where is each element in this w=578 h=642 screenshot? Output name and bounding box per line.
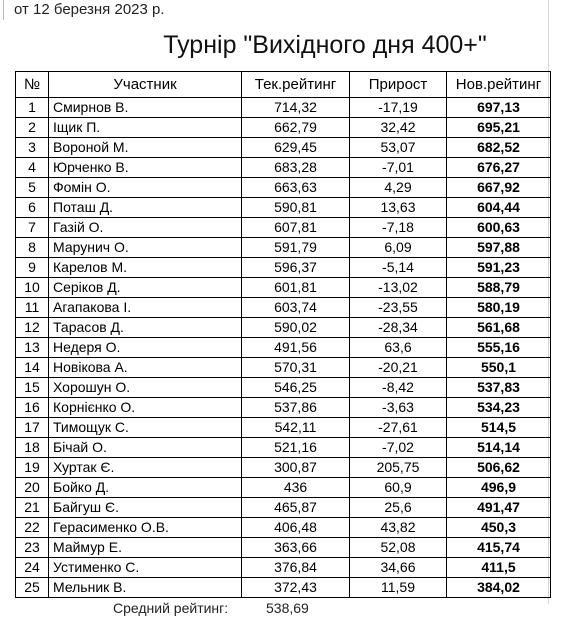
column-header-current-rating: Тек.рейтинг (242, 72, 350, 98)
cell-number: 4 (16, 158, 49, 178)
cell-number: 7 (16, 218, 49, 238)
cell-participant: Смирнов В. (49, 98, 242, 118)
cell-gain: -17,19 (350, 98, 447, 118)
cell-number: 18 (16, 438, 49, 458)
cell-gain: -28,34 (350, 318, 447, 338)
cell-participant: Тарасов Д. (49, 318, 242, 338)
table-row (16, 358, 551, 378)
average-rating-label: Средний рейтинг: (113, 600, 229, 616)
cell-gain: -27,61 (350, 418, 447, 438)
cell-number: 3 (16, 138, 49, 158)
cell-participant: Марунич О. (49, 238, 242, 258)
cell-participant: Мельник В. (49, 578, 242, 598)
cell-number: 24 (16, 558, 49, 578)
cell-gain: 43,82 (350, 518, 447, 538)
cell-gain: 53,07 (350, 138, 447, 158)
cell-gain: 52,08 (350, 538, 447, 558)
cell-current-rating: 372,43 (242, 578, 350, 598)
cell-new-rating: 491,47 (447, 498, 551, 518)
cell-number: 5 (16, 178, 49, 198)
cell-number: 23 (16, 538, 49, 558)
cell-number: 10 (16, 278, 49, 298)
cell-current-rating: 406,48 (242, 518, 350, 538)
cell-new-rating: 534,23 (447, 398, 551, 418)
cell-current-rating: 629,45 (242, 138, 350, 158)
tournament-title: Турнір "Вихідного дня 400+" (163, 31, 487, 59)
cell-participant: Бічай О. (49, 438, 242, 458)
table-row (16, 478, 551, 498)
cell-gain: -7,01 (350, 158, 447, 178)
cell-number: 25 (16, 578, 49, 598)
cell-participant: Новікова А. (49, 358, 242, 378)
cell-gain: -23,55 (350, 298, 447, 318)
cell-new-rating: 676,27 (447, 158, 551, 178)
cell-gain: -7,18 (350, 218, 447, 238)
cell-new-rating: 550,1 (447, 358, 551, 378)
table-row (16, 198, 551, 218)
column-header-participant: Участник (49, 72, 242, 98)
cell-number: 2 (16, 118, 49, 138)
table-row (16, 398, 551, 418)
cell-number: 14 (16, 358, 49, 378)
cell-current-rating: 683,28 (242, 158, 350, 178)
cell-participant: Вороной М. (49, 138, 242, 158)
rating-table (15, 71, 551, 598)
table-row (16, 98, 551, 118)
cell-new-rating: 411,5 (447, 558, 551, 578)
cell-new-rating: 496,9 (447, 478, 551, 498)
cell-gain: -20,21 (350, 358, 447, 378)
cell-gain: -3,63 (350, 398, 447, 418)
table-row (16, 338, 551, 358)
table-row (16, 258, 551, 278)
cell-new-rating: 514,5 (447, 418, 551, 438)
cell-participant: Хуртак Є. (49, 458, 242, 478)
cell-gain: 11,59 (350, 578, 447, 598)
table-row (16, 298, 551, 318)
table-row (16, 238, 551, 258)
cell-new-rating: 588,79 (447, 278, 551, 298)
cell-current-rating: 542,11 (242, 418, 350, 438)
table-row (16, 278, 551, 298)
cell-participant: Бойко Д. (49, 478, 242, 498)
table-row (16, 138, 551, 158)
cell-new-rating: 514,14 (447, 438, 551, 458)
cell-participant: Поташ Д. (49, 198, 242, 218)
cell-participant: Байгуш Є. (49, 498, 242, 518)
cell-number: 13 (16, 338, 49, 358)
table-row (16, 558, 551, 578)
cell-participant: Недеря О. (49, 338, 242, 358)
cell-participant: Карелов М. (49, 258, 242, 278)
cell-current-rating: 521,16 (242, 438, 350, 458)
cell-number: 20 (16, 478, 49, 498)
cell-current-rating: 590,02 (242, 318, 350, 338)
cell-current-rating: 465,87 (242, 498, 350, 518)
table-row (16, 378, 551, 398)
cell-gain: 60,9 (350, 478, 447, 498)
cell-new-rating: 667,92 (447, 178, 551, 198)
cell-new-rating: 597,88 (447, 238, 551, 258)
table-row (16, 158, 551, 178)
cell-participant: Маймур Е. (49, 538, 242, 558)
table-header-row (16, 72, 551, 98)
cell-number: 17 (16, 418, 49, 438)
column-header-new-rating: Нов.рейтинг (447, 72, 551, 98)
cell-current-rating: 601,81 (242, 278, 350, 298)
cell-new-rating: 450,3 (447, 518, 551, 538)
cell-new-rating: 537,83 (447, 378, 551, 398)
table-row (16, 538, 551, 558)
cell-number: 8 (16, 238, 49, 258)
table-row (16, 318, 551, 338)
cell-number: 21 (16, 498, 49, 518)
table-row (16, 118, 551, 138)
table-row (16, 418, 551, 438)
cell-number: 9 (16, 258, 49, 278)
cell-number: 11 (16, 298, 49, 318)
cell-new-rating: 682,52 (447, 138, 551, 158)
table-row (16, 438, 551, 458)
cell-gain: -8,42 (350, 378, 447, 398)
cell-gain: 4,29 (350, 178, 447, 198)
table-row (16, 578, 551, 598)
cell-new-rating: 555,16 (447, 338, 551, 358)
cell-current-rating: 603,74 (242, 298, 350, 318)
cell-new-rating: 695,21 (447, 118, 551, 138)
column-header-gain: Прирост (350, 72, 447, 98)
cell-current-rating: 663,63 (242, 178, 350, 198)
table-row (16, 218, 551, 238)
cell-current-rating: 596,37 (242, 258, 350, 278)
cell-number: 12 (16, 318, 49, 338)
cell-number: 6 (16, 198, 49, 218)
cell-new-rating: 591,23 (447, 258, 551, 278)
cell-current-rating: 300,87 (242, 458, 350, 478)
cell-new-rating: 415,74 (447, 538, 551, 558)
table-row (16, 178, 551, 198)
cell-current-rating: 491,56 (242, 338, 350, 358)
cell-participant: Герасименко О.В. (49, 518, 242, 538)
table-row (16, 498, 551, 518)
cell-new-rating: 580,19 (447, 298, 551, 318)
cell-current-rating: 590,81 (242, 198, 350, 218)
cell-gain: 25,6 (350, 498, 447, 518)
cell-new-rating: 604,44 (447, 198, 551, 218)
cell-new-rating: 697,13 (447, 98, 551, 118)
table-row (16, 458, 551, 478)
cell-new-rating: 561,68 (447, 318, 551, 338)
cell-current-rating: 607,81 (242, 218, 350, 238)
page-edge-left (3, 0, 4, 20)
cell-current-rating: 537,86 (242, 398, 350, 418)
cell-gain: 6,09 (350, 238, 447, 258)
table-row (16, 518, 551, 538)
cell-participant: Тимощук С. (49, 418, 242, 438)
cell-participant: Хорошун О. (49, 378, 242, 398)
cell-gain: -7,02 (350, 438, 447, 458)
cell-new-rating: 384,02 (447, 578, 551, 598)
cell-number: 22 (16, 518, 49, 538)
cell-current-rating: 591,79 (242, 238, 350, 258)
cell-new-rating: 506,62 (447, 458, 551, 478)
cell-participant: Корнієнко О. (49, 398, 242, 418)
cell-current-rating: 436 (242, 478, 350, 498)
cell-current-rating: 662,79 (242, 118, 350, 138)
cell-current-rating: 363,66 (242, 538, 350, 558)
cell-gain: -13,02 (350, 278, 447, 298)
cell-number: 1 (16, 98, 49, 118)
cell-current-rating: 714,32 (242, 98, 350, 118)
cell-current-rating: 376,84 (242, 558, 350, 578)
cell-number: 19 (16, 458, 49, 478)
cell-participant: Серіков Д. (49, 278, 242, 298)
cell-participant: Агапакова І. (49, 298, 242, 318)
cell-gain: 13,63 (350, 198, 447, 218)
date-line: от 12 березня 2023 р. (14, 1, 165, 18)
cell-new-rating: 600,63 (447, 218, 551, 238)
cell-number: 15 (16, 378, 49, 398)
cell-participant: Устименко С. (49, 558, 242, 578)
cell-current-rating: 546,25 (242, 378, 350, 398)
cell-participant: Іщик П. (49, 118, 242, 138)
cell-participant: Фомін О. (49, 178, 242, 198)
cell-current-rating: 570,31 (242, 358, 350, 378)
table-body (16, 98, 551, 598)
average-rating-value: 538,69 (266, 600, 309, 616)
cell-participant: Газій О. (49, 218, 242, 238)
cell-gain: 205,75 (350, 458, 447, 478)
cell-gain: 63,6 (350, 338, 447, 358)
cell-number: 16 (16, 398, 49, 418)
cell-participant: Юрченко В. (49, 158, 242, 178)
cell-gain: 32,42 (350, 118, 447, 138)
cell-gain: 34,66 (350, 558, 447, 578)
column-header-number: № (16, 72, 49, 98)
cell-gain: -5,14 (350, 258, 447, 278)
